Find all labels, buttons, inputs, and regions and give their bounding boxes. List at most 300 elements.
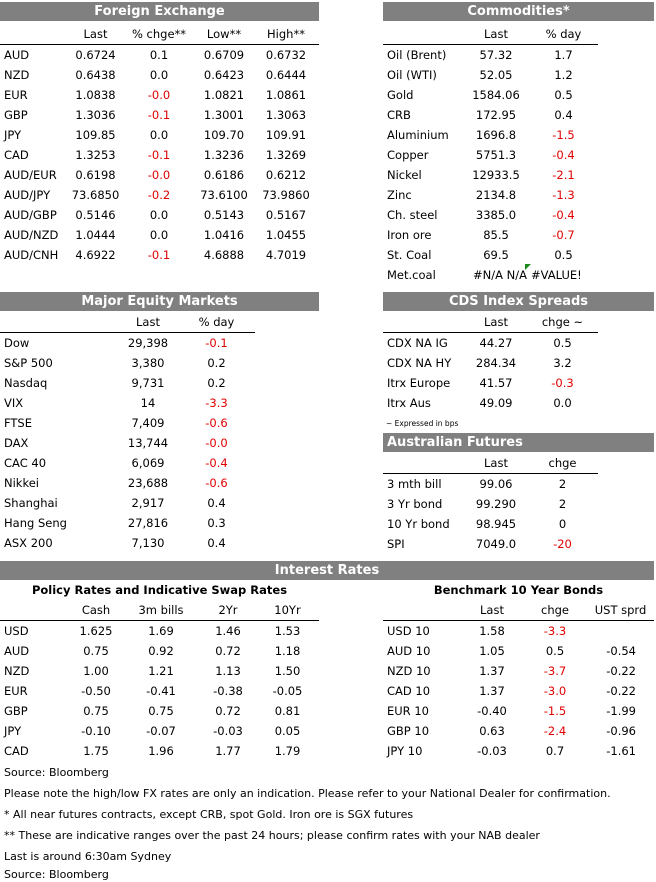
row-label: AUD/EUR xyxy=(4,168,57,182)
fx-row xyxy=(0,105,319,125)
cds-row xyxy=(383,373,598,393)
row-value: 0.63 xyxy=(479,724,505,738)
row-label: AUD/NZD xyxy=(4,228,59,242)
policy-row xyxy=(0,681,319,701)
row-change: 2 xyxy=(558,477,567,491)
col-header: chge xyxy=(541,603,569,617)
commodity-row xyxy=(383,85,598,105)
row-value: 9,731 xyxy=(131,376,165,390)
row-change: 0.5 xyxy=(553,336,572,350)
commodity-row xyxy=(383,225,598,245)
note-time: Last is around 6:30am Sydney xyxy=(4,850,172,863)
equity-row xyxy=(0,353,255,373)
error-flag-icon xyxy=(525,264,531,270)
row-label: GBP 10 xyxy=(387,724,430,738)
row-label: NZD xyxy=(4,68,30,82)
row-value: 3385.0 xyxy=(475,208,517,222)
row-value: -0.03 xyxy=(477,744,507,758)
row-change: -0.6 xyxy=(205,416,228,430)
bonds-col-headers xyxy=(383,600,654,621)
row-value: 1.0455 xyxy=(265,228,307,242)
row-label: 10 Yr bond xyxy=(387,517,450,531)
row-change: 0.0 xyxy=(553,396,572,410)
row-value: 0.5143 xyxy=(203,208,245,222)
row-label: Copper xyxy=(387,148,429,162)
bond-row xyxy=(383,661,654,681)
row-value: 14 xyxy=(140,396,156,410)
row-value: -0.54 xyxy=(606,644,636,658)
row-label: NZD xyxy=(4,664,30,678)
row-value: 1.625 xyxy=(79,624,113,638)
row-change: -2.1 xyxy=(552,168,575,182)
note-source: Source: Bloomberg xyxy=(4,766,109,779)
row-value: -1.61 xyxy=(606,744,636,758)
row-value: 52.05 xyxy=(479,68,513,82)
row-label: CAD xyxy=(4,148,29,162)
row-value: 1.37 xyxy=(479,684,505,698)
row-value: 0.6444 xyxy=(265,68,307,82)
row-value: 2,917 xyxy=(131,496,165,510)
row-label: Gold xyxy=(387,88,414,102)
fx-header: Foreign Exchange xyxy=(0,2,319,21)
row-value: -0.96 xyxy=(606,724,636,738)
row-label: JPY xyxy=(4,128,22,142)
row-value: 7,409 xyxy=(131,416,165,430)
row-value: 1696.8 xyxy=(475,128,517,142)
fx-table xyxy=(0,24,319,265)
row-label: USD xyxy=(4,624,29,638)
col-header: Last xyxy=(83,27,108,41)
commodity-row xyxy=(383,105,598,125)
col-header: Low** xyxy=(206,27,242,41)
row-label: JPY 10 xyxy=(387,744,423,758)
row-value: 85.5 xyxy=(483,228,509,242)
row-value: 1.37 xyxy=(479,664,505,678)
fx-row xyxy=(0,245,319,265)
commodity-row xyxy=(383,245,598,265)
row-change: -0.6 xyxy=(205,476,228,490)
row-change: 0.4 xyxy=(207,496,226,510)
row-value: 284.34 xyxy=(475,356,517,370)
row-value xyxy=(587,621,654,642)
equity-row xyxy=(0,473,255,493)
row-change: -0.4 xyxy=(205,456,228,470)
note-ranges: ** These are indicative ranges over the past 24 hours; please confirm rates with your NAB dealer xyxy=(4,829,540,842)
row-label: FTSE xyxy=(4,416,33,430)
row-change: 0.5 xyxy=(545,644,565,658)
row-change: -3.3 xyxy=(543,624,567,638)
row-label: Oil (Brent) xyxy=(387,48,447,62)
row-label: Itrx Europe xyxy=(387,376,451,390)
row-change: 0.5 xyxy=(554,248,573,262)
row-value: 0.5146 xyxy=(75,208,116,222)
row-change: 1.2 xyxy=(554,68,573,82)
policy-rates-table xyxy=(0,600,319,761)
row-value: 172.95 xyxy=(475,108,517,122)
row-value: 1.50 xyxy=(274,664,301,678)
equity-row xyxy=(0,533,255,553)
row-label: Shanghai xyxy=(4,496,58,510)
row-label: Oil (WTI) xyxy=(387,68,437,82)
commodity-row xyxy=(383,145,598,165)
policy-row xyxy=(0,701,319,721)
policy-row xyxy=(0,621,319,642)
row-value: 5751.3 xyxy=(475,148,517,162)
row-value: 1.96 xyxy=(148,744,174,758)
row-value: #VALUE! xyxy=(531,268,582,282)
row-label: CDX NA IG xyxy=(387,336,448,350)
col-header: Last xyxy=(484,456,508,470)
row-value: 27,816 xyxy=(127,516,169,530)
row-value: 99.290 xyxy=(475,497,517,511)
row-label: VIX xyxy=(4,396,24,410)
row-label: Aluminium xyxy=(387,128,449,142)
bond-row xyxy=(383,681,654,701)
row-value: 0.6724 xyxy=(75,48,116,62)
row-label: Iron ore xyxy=(387,228,432,242)
row-value: -1.99 xyxy=(606,704,636,718)
row-change: -3.7 xyxy=(543,664,567,678)
row-change: -3.0 xyxy=(543,684,567,698)
row-label: GBP xyxy=(4,108,28,122)
equity-row xyxy=(0,393,255,413)
row-value: 7,130 xyxy=(131,536,165,550)
aus-futures-row xyxy=(383,534,598,554)
row-change: 1.7 xyxy=(554,48,573,62)
bonds-table xyxy=(383,600,654,761)
row-change: -0.2 xyxy=(147,188,171,202)
policy-row xyxy=(0,721,319,741)
row-label: Itrx Aus xyxy=(387,396,431,410)
row-change: 0.3 xyxy=(207,516,226,530)
row-label: ASX 200 xyxy=(4,536,53,550)
row-value: 1.0821 xyxy=(203,88,245,102)
row-value: 1.0416 xyxy=(203,228,245,242)
row-change: 0.0 xyxy=(149,228,169,242)
bond-row xyxy=(383,641,654,661)
aus-futures-row xyxy=(383,474,598,495)
row-value: 44.27 xyxy=(479,336,513,350)
col-header: chge ~ xyxy=(541,315,584,329)
row-change: -3.3 xyxy=(205,396,228,410)
row-value: 0.72 xyxy=(215,704,241,718)
row-change: -0.3 xyxy=(551,376,574,390)
row-value: 0.6438 xyxy=(75,68,116,82)
row-value: 0.6198 xyxy=(75,168,116,182)
fx-row xyxy=(0,205,319,225)
bonds-title: Benchmark 10 Year Bonds xyxy=(433,583,604,597)
row-value: 1.53 xyxy=(274,624,301,638)
row-value: 0.72 xyxy=(215,644,241,658)
commodity-row xyxy=(383,45,598,66)
fx-row xyxy=(0,185,319,205)
row-label: CAD 10 xyxy=(387,684,431,698)
row-change: 0 xyxy=(558,517,567,531)
row-value: 1.05 xyxy=(479,644,505,658)
row-value: -0.07 xyxy=(146,724,176,738)
row-label: AUD/CNH xyxy=(4,248,59,262)
row-value: 1.58 xyxy=(479,624,505,638)
row-value: 1.3036 xyxy=(75,108,116,122)
row-value: 6,069 xyxy=(131,456,165,470)
row-value: 0.05 xyxy=(274,724,301,738)
row-value: 13,744 xyxy=(127,436,169,450)
row-change: -20 xyxy=(553,537,572,551)
equity-row xyxy=(0,513,255,533)
row-value: 0.6732 xyxy=(265,48,307,62)
fx-col-headers xyxy=(0,24,319,45)
row-value: 1.0838 xyxy=(75,88,116,102)
row-label: S&P 500 xyxy=(4,356,53,370)
row-label: AUD 10 xyxy=(387,644,431,658)
row-change: -1.5 xyxy=(552,128,575,142)
row-value: 1.0444 xyxy=(75,228,116,242)
commodities-header: Commodities* xyxy=(383,2,654,21)
aus-futures-header: Australian Futures xyxy=(383,433,654,452)
row-label: CAD xyxy=(4,744,29,758)
row-value: 0.75 xyxy=(148,704,174,718)
row-value: -0.03 xyxy=(213,724,243,738)
equity-table xyxy=(0,312,255,553)
commodity-row xyxy=(383,205,598,225)
row-label: CRB xyxy=(387,108,411,122)
row-value: 0.92 xyxy=(148,644,174,658)
row-value: 0.81 xyxy=(274,704,301,718)
col-header: % day xyxy=(545,27,582,41)
cds-note: ~ Expressed in bps xyxy=(386,419,459,428)
col-header: 3m bills xyxy=(138,603,184,617)
row-label: 3 mth bill xyxy=(387,477,442,491)
row-label: AUD/JPY xyxy=(4,188,51,202)
row-label: Nickel xyxy=(387,168,422,182)
row-value: 1.00 xyxy=(83,664,109,678)
row-value: 1.18 xyxy=(274,644,301,658)
row-change: 0.2 xyxy=(207,376,226,390)
row-value: 1.46 xyxy=(215,624,241,638)
row-value: 0.6212 xyxy=(265,168,307,182)
row-value: 4.7019 xyxy=(265,248,307,262)
interest-rates-header: Interest Rates xyxy=(0,561,654,580)
col-header: Last xyxy=(136,315,160,329)
row-value: -0.22 xyxy=(606,664,636,678)
fx-row xyxy=(0,85,319,105)
col-header: UST sprd xyxy=(594,603,647,617)
equity-row xyxy=(0,453,255,473)
row-value: 4.6888 xyxy=(203,248,245,262)
row-label: 3 Yr bond xyxy=(387,497,443,511)
equity-row xyxy=(0,333,255,354)
row-change: -0.1 xyxy=(147,148,171,162)
note-futures: * All near futures contracts, except CRB, spot Gold. Iron ore is SGX futures xyxy=(4,808,414,821)
aus-futures-col-headers xyxy=(383,453,598,474)
commodity-row xyxy=(383,125,598,145)
equity-col-headers xyxy=(0,312,255,333)
row-change: 0.0 xyxy=(149,68,169,82)
row-value: 73.6100 xyxy=(200,188,248,202)
row-label: CDX NA HY xyxy=(387,356,452,370)
cds-col-headers xyxy=(383,312,598,333)
row-value: 69.5 xyxy=(483,248,509,262)
row-label: CAC 40 xyxy=(4,456,47,470)
equity-row xyxy=(0,413,255,433)
row-change: 3.2 xyxy=(553,356,572,370)
equity-row xyxy=(0,373,255,393)
row-label: NZD 10 xyxy=(387,664,431,678)
row-value: 1.3269 xyxy=(265,148,307,162)
policy-col-headers xyxy=(0,600,319,621)
aus-futures-row xyxy=(383,514,598,534)
row-label: USD 10 xyxy=(387,624,430,638)
row-change: 0.4 xyxy=(207,536,226,550)
row-change: 0.7 xyxy=(545,744,565,758)
cds-row xyxy=(383,333,598,354)
row-value: -0.50 xyxy=(81,684,111,698)
row-label: Ch. steel xyxy=(387,208,438,222)
row-change: -1.3 xyxy=(552,188,575,202)
row-value: -0.40 xyxy=(477,704,507,718)
row-change: -2.4 xyxy=(543,724,567,738)
row-value: -0.10 xyxy=(81,724,111,738)
col-header: Last xyxy=(484,315,508,329)
row-change: 2 xyxy=(558,497,567,511)
fx-row xyxy=(0,145,319,165)
row-value: 1584.06 xyxy=(472,88,520,102)
row-value: 1.3063 xyxy=(265,108,307,122)
cds-row xyxy=(383,393,598,413)
row-value: -0.22 xyxy=(606,684,636,698)
commodities-table xyxy=(383,24,598,285)
col-header: Last xyxy=(480,603,504,617)
equity-row xyxy=(0,433,255,453)
commodity-row xyxy=(383,185,598,205)
col-header: Cash xyxy=(81,603,111,617)
row-label: EUR xyxy=(4,684,28,698)
row-value: 109.91 xyxy=(265,128,307,142)
row-label: AUD/GBP xyxy=(4,208,57,222)
note-fx-disclaimer: Please note the high/low FX rates are only an indication. Please refer to your National Dealer for confirmation. xyxy=(4,787,611,800)
policy-row xyxy=(0,641,319,661)
row-value: 0.75 xyxy=(83,644,109,658)
policy-row xyxy=(0,661,319,681)
aus-futures-table xyxy=(383,453,598,554)
row-change: -0.0 xyxy=(147,168,171,182)
row-value: 12933.5 xyxy=(472,168,520,182)
bond-row xyxy=(383,701,654,721)
row-value: 41.57 xyxy=(479,376,513,390)
policy-rates-title: Policy Rates and Indicative Swap Rates xyxy=(31,583,288,597)
policy-row xyxy=(0,741,319,761)
cds-row xyxy=(383,353,598,373)
row-value: 1.3001 xyxy=(203,108,245,122)
row-value: 98.945 xyxy=(475,517,517,531)
row-value: 7049.0 xyxy=(475,537,517,551)
col-header: % day xyxy=(198,315,235,329)
row-label: Met.coal xyxy=(387,268,436,282)
row-value: -0.05 xyxy=(272,684,303,698)
row-value: 0.6423 xyxy=(203,68,245,82)
row-change: 0.0 xyxy=(149,128,169,142)
row-value: 0.6186 xyxy=(203,168,245,182)
row-label: DAX xyxy=(4,436,29,450)
row-value: 23,688 xyxy=(127,476,169,490)
row-label: AUD xyxy=(4,48,30,62)
row-change: 0.5 xyxy=(554,88,573,102)
row-change: 0.0 xyxy=(149,208,169,222)
row-value: 2134.8 xyxy=(475,188,517,202)
row-label: Dow xyxy=(4,336,30,350)
row-value: 1.13 xyxy=(215,664,241,678)
row-change: -0.1 xyxy=(147,248,171,262)
row-label: Hang Seng xyxy=(4,516,67,530)
row-value: 1.3236 xyxy=(203,148,245,162)
row-value: 4.6922 xyxy=(75,248,116,262)
row-label: JPY xyxy=(4,724,22,738)
row-label: St. Coal xyxy=(387,248,432,262)
equity-header: Major Equity Markets xyxy=(0,292,319,311)
row-change: -0.0 xyxy=(205,436,228,450)
row-value: 57.32 xyxy=(479,48,513,62)
row-value: 1.79 xyxy=(274,744,301,758)
row-change: -0.1 xyxy=(205,336,228,350)
commodities-col-headers xyxy=(383,24,598,45)
row-label: Zinc xyxy=(387,188,412,202)
row-value: 1.77 xyxy=(215,744,241,758)
row-value: 0.75 xyxy=(83,704,109,718)
row-change: -0.1 xyxy=(147,108,171,122)
col-header: % chge** xyxy=(131,27,187,41)
row-value: 0.6709 xyxy=(203,48,245,62)
row-value: 1.75 xyxy=(83,744,109,758)
row-label: AUD xyxy=(4,644,30,658)
cds-header: CDS Index Spreads xyxy=(383,292,654,311)
fx-row xyxy=(0,165,319,185)
row-value: 1.3253 xyxy=(75,148,116,162)
row-value: 99.06 xyxy=(479,477,513,491)
note-source-2: Source: Bloomberg xyxy=(4,868,109,881)
row-value: 109.70 xyxy=(203,128,245,142)
row-value: 0.5167 xyxy=(265,208,307,222)
row-value: -0.41 xyxy=(146,684,176,698)
row-change: -1.5 xyxy=(543,704,567,718)
row-value: 109.85 xyxy=(75,128,116,142)
row-label: EUR 10 xyxy=(387,704,429,718)
col-header: 2Yr xyxy=(218,603,238,617)
row-change: 0.1 xyxy=(149,48,169,62)
row-change: -0.7 xyxy=(552,228,575,242)
aus-futures-row xyxy=(383,494,598,514)
row-value: #N/A N/A xyxy=(473,268,527,282)
commodity-row xyxy=(383,65,598,85)
row-value: 1.0861 xyxy=(265,88,307,102)
col-header: chge xyxy=(548,456,577,470)
col-header: 10Yr xyxy=(274,603,301,617)
bond-row xyxy=(383,621,654,642)
row-value: 73.6850 xyxy=(71,188,120,202)
fx-row xyxy=(0,65,319,85)
bond-row xyxy=(383,721,654,741)
row-label: Nasdaq xyxy=(4,376,48,390)
row-value: 1.21 xyxy=(148,664,174,678)
row-value: 1.69 xyxy=(148,624,174,638)
col-header: High** xyxy=(267,27,305,41)
row-value: 29,398 xyxy=(127,336,169,350)
row-value: 73.9860 xyxy=(262,188,310,202)
fx-row xyxy=(0,45,319,66)
row-label: EUR xyxy=(4,88,28,102)
row-change: -0.4 xyxy=(552,148,575,162)
commodity-row xyxy=(383,165,598,185)
row-change: -0.4 xyxy=(552,208,575,222)
